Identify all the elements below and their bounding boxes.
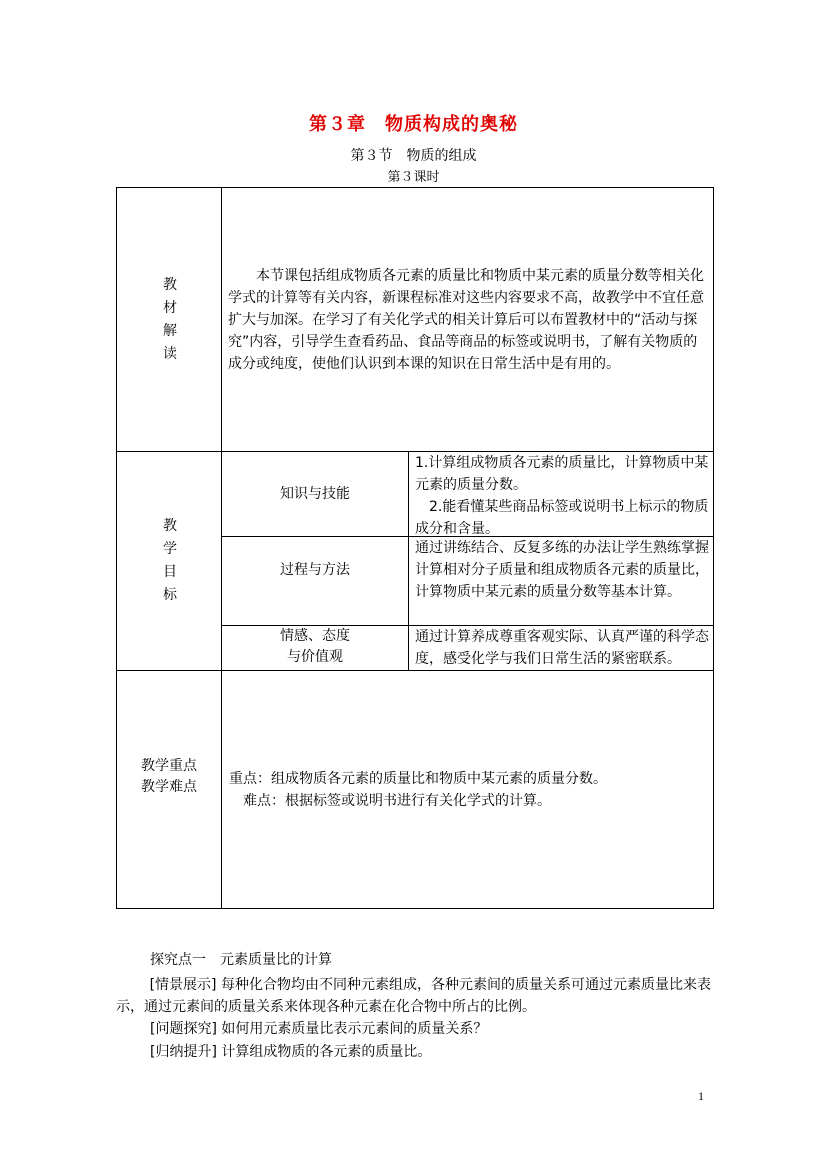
column-divider	[408, 451, 409, 670]
mubiao-label: 教 学 目 标	[163, 518, 177, 603]
objective-content-knowledge: 1.计算组成物质各元素的质量比，计算物质中某元素的质量分数。 2.能看懂某些商品标签或说明书上标示的物质成分和含量。	[415, 455, 709, 537]
question-tag: [问题探究]	[150, 1021, 217, 1037]
objective-name-emotion: 情感、态度 与价值观	[280, 628, 350, 665]
summary-tag: [归纳提升]	[150, 1044, 217, 1060]
column-divider	[221, 188, 222, 908]
lesson-plan-table	[116, 187, 714, 909]
zhongnan-label: 教学重点 教学难点	[141, 758, 197, 795]
jiaocai-label: 教 材 解 读	[163, 277, 177, 362]
objective-content-process: 通过讲练结合、反复多练的办法让学生熟练掌握计算相对分子质量和组成物质各元素的质量比，计算物质中某元素的质量分数等基本计算。	[415, 540, 709, 600]
jiaocai-content: 本节课包括组成物质各元素的质量比和物质中某元素的质量分数等相关化学式的计算等有关内容，新课程标准对这些内容要求不高，故教学中不宜任意扩大与加深。在学习了有关化学式的相关计算后可以布置教材中的“活动与探究”内容，引导学生查看药品、食品等商品的标签或说明书，了解有关物质的成分或纯度，使他们认识到本课的知识在日常生活中是有用的。	[228, 268, 704, 372]
key-point: 重点：组成物质各元素的质量比和物质中某元素的质量分数。	[229, 771, 607, 787]
summary-paragraph	[150, 1041, 714, 1063]
difficult-point: 难点：根据标签或说明书进行有关化学式的计算。	[243, 793, 551, 809]
section-title: 第３节 物质的组成	[350, 148, 477, 164]
exploration-point-title: 探究点一 元素质量比的计算	[150, 952, 332, 968]
scenario-text: 每种化合物均由不同种元素组成，各种元素间的质量关系可通过元素质量比来表示，通过元素间的质量关系来体现各种元素在化合物中所占的比例。	[116, 977, 711, 1015]
zhongnan-content	[229, 768, 707, 812]
question-paragraph	[150, 1018, 714, 1040]
lesson-title: 第３课时	[387, 170, 440, 185]
chapter-title: 第３章 物质构成的奥秘	[309, 114, 518, 135]
objective-name-process: 过程与方法	[280, 562, 350, 578]
summary-text: 计算组成物质的各元素的质量比。	[221, 1044, 432, 1060]
scenario-paragraph	[116, 974, 714, 1018]
page-number: 1	[698, 1089, 704, 1103]
objective-content-emotion: 通过计算养成尊重客观实际、认真严谨的科学态度，感受化学与我们日常生活的紧密联系。	[415, 629, 709, 667]
row-divider	[117, 670, 713, 671]
scenario-tag: [情景展示]	[149, 977, 217, 993]
objective-name-knowledge: 知识与技能	[280, 486, 350, 502]
question-text: 如何用元素质量比表示元素间的质量关系？	[221, 1021, 488, 1037]
